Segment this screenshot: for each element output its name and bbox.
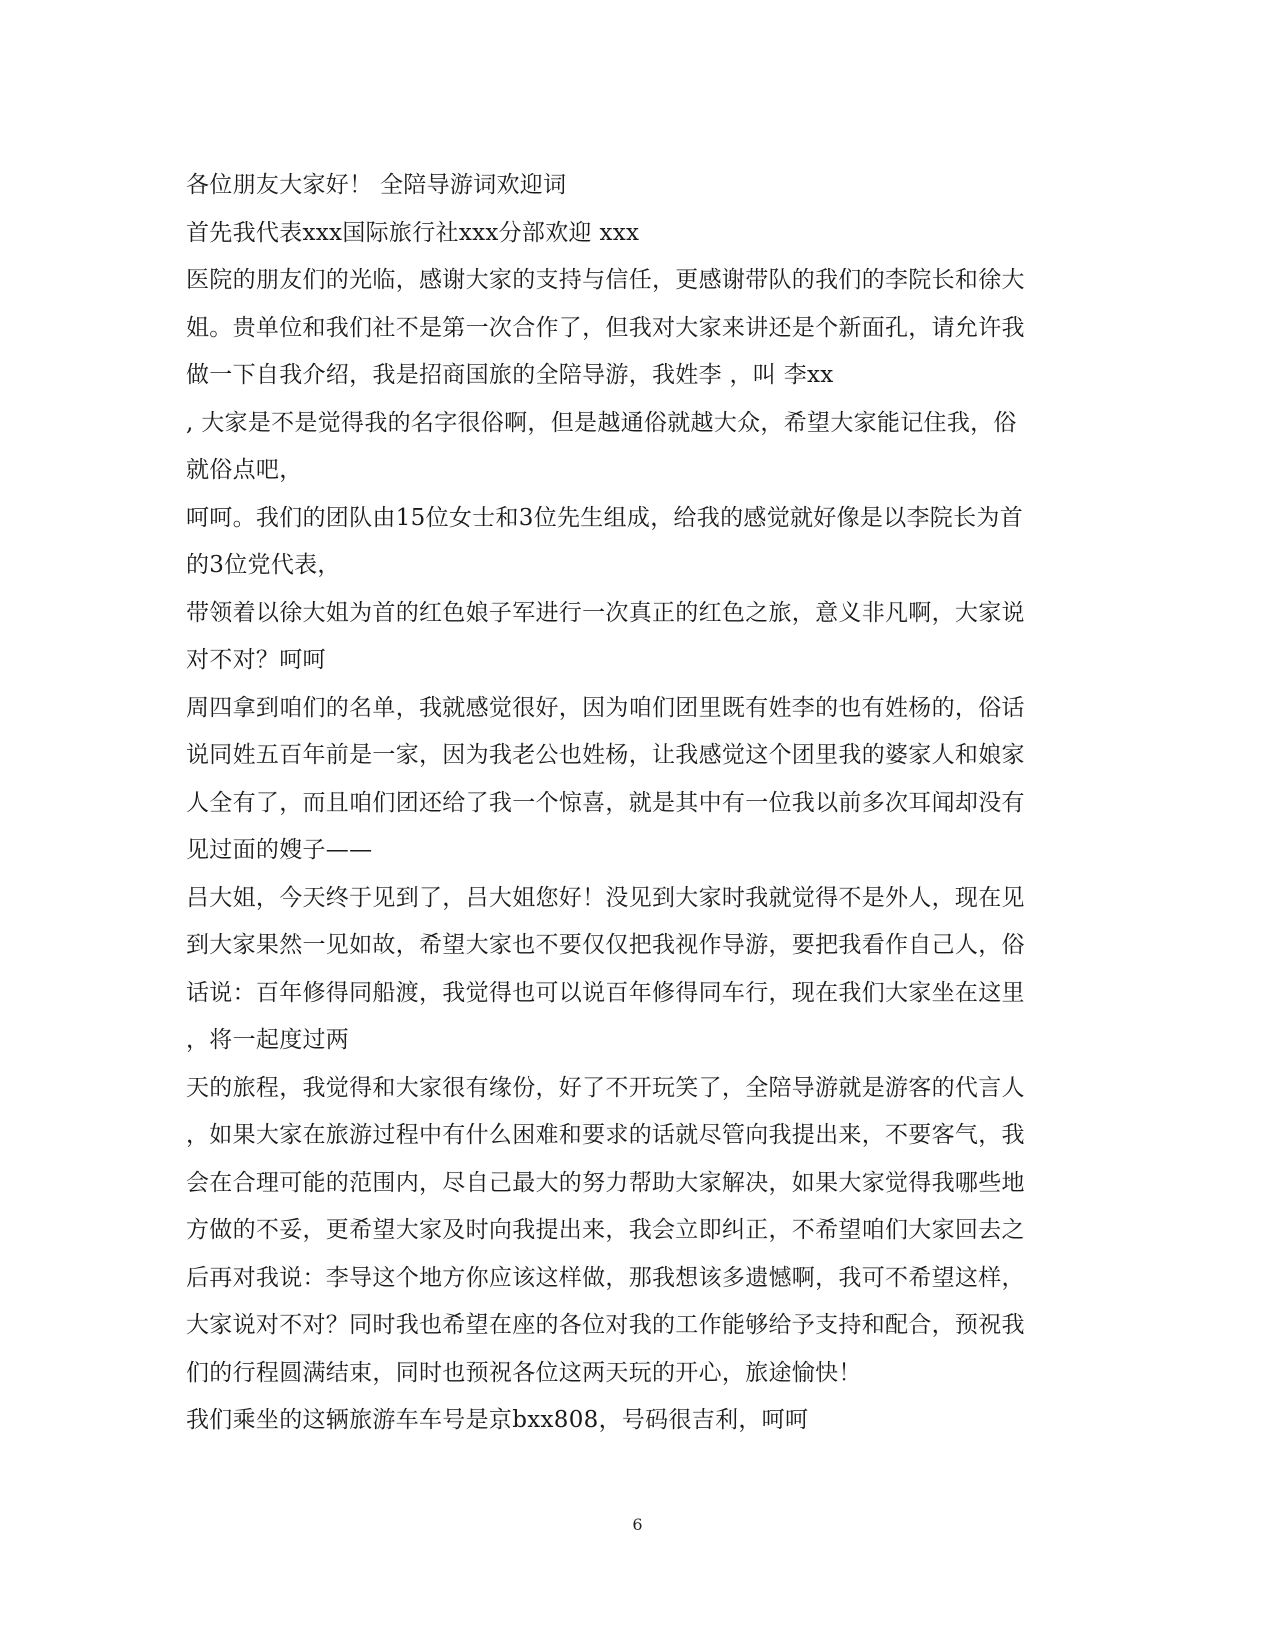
text-line: 带领着以徐大姐为首的红色娘子军进行一次真正的红色之旅，意义非凡啊，大家说 [186,599,1025,626]
text-line: 大家说对不对？同时我也希望在座的各位对我的工作能够给予支持和配合，预祝我 [186,1312,1025,1338]
text-line: 对不对？呵呵 [186,647,326,673]
text-line: 说同姓五百年前是一家，因为我老公也姓杨，让我感觉这个团里我的婆家人和娘家 [186,742,1025,768]
text-line: 姐。贵单位和我们社不是第一次合作了，但我对大家来讲还是个新面孔，请允许我 [186,314,1025,341]
text-line: 的3位党代表， [186,552,341,578]
text-line: 见过面的嫂子—— [186,837,373,863]
text-line: 们的行程圆满结束，同时也预祝各位这两天玩的开心，旅途愉快！ [186,1359,862,1386]
text-line: 方做的不妥，更希望大家及时向我提出来，我会立即纠正，不希望咱们大家回去之 [186,1217,1025,1243]
text-line: 话说：百年修得同船渡，我觉得也可以说百年修得同车行，现在我们大家坐在这里 [186,979,1025,1006]
text-line: 我们乘坐的这辆旅游车车号是京bxx808，号码很吉利，呵呵 [186,1407,809,1433]
text-line: 做一下自我介绍，我是招商国旅的全陪导游，我姓李 ，叫 李xx [186,362,834,388]
text-line: 吕大姐，今天终于见到了，吕大姐您好！没见到大家时我就觉得不是外人，现在见 [186,884,1025,911]
page-number: 6 [632,1515,643,1534]
text-line: 就俗点吧， [186,457,303,483]
text-line: 首先我代表xxx国际旅行社xxx分部欢迎 xxx [186,219,640,246]
text-line: ，将一起度过两 [186,1027,350,1053]
text-line: 天的旅程，我觉得和大家很有缘份，好了不开玩笑了，全陪导游就是游客的代言人 [186,1074,1025,1101]
text-line: 周四拿到咱们的名单，我就感觉很好，因为咱们团里既有姓李的也有姓杨的，俗话 [186,694,1025,721]
text-line: , 大家是不是觉得我的名字很俗啊，但是越通俗就越大众，希望大家能记住我，俗 [186,409,1017,436]
text-line: 后再对我说：李导这个地方你应该这样做，那我想该多遗憾啊，我可不希望这样， [186,1264,1025,1291]
text-line: 人全有了，而且咱们团还给了我一个惊喜，就是其中有一位我以前多次耳闻却没有 [186,789,1025,816]
text-line: ，如果大家在旅游过程中有什么困难和要求的话就尽管向我提出来，不要客气，我 [186,1122,1025,1148]
text-line: 医院的朋友们的光临，感谢大家的支持与信任，更感谢带队的我们的李院长和徐大 [186,267,1025,293]
text-line: 各位朋友大家好！ 全陪导游词欢迎词 [186,172,567,198]
text-line: 会在合理可能的范围内，尽自己最大的努力帮助大家解决，如果大家觉得我哪些地 [186,1169,1025,1196]
text-line: 到大家果然一见如故，希望大家也不要仅仅把我视作导游，要把我看作自己人，俗 [186,932,1025,958]
text-line: 呵呵。我们的团队由15位女士和3位先生组成，给我的感觉就好像是以李院长为首 [186,504,1023,531]
document-body [186,162,1086,1445]
